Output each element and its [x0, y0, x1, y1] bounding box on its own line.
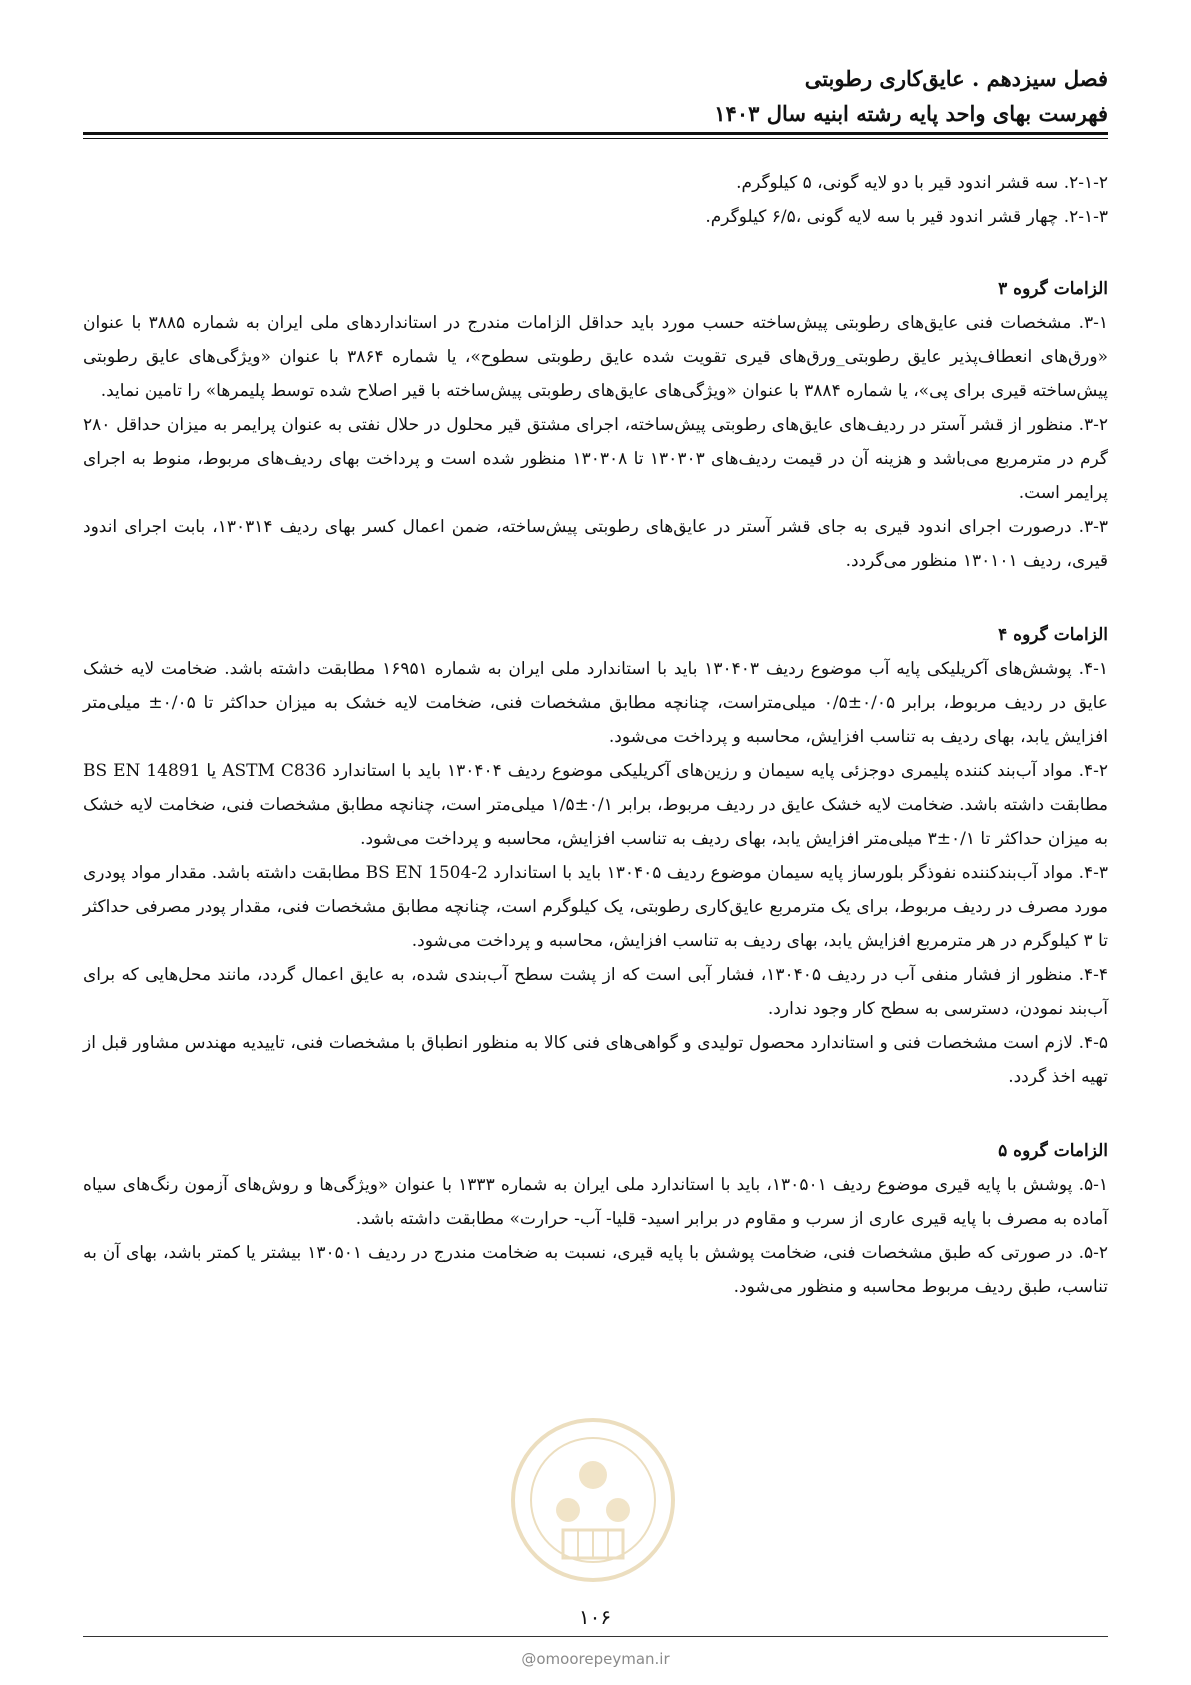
page-number: ۱۰۶: [578, 1605, 612, 1629]
group4-item: ۴-۵. لازم است مشخصات فنی و استاندارد محصول تولیدی و گواهی‌های فنی کالا به منظور انطباق با مشخصات فنی، تاییدیه مهندس مشاور قبل از تهیه اخذ گردد.: [83, 1033, 1108, 1087]
intro-item: ۲-۱-۳. چهار قشر اندود قیر با سه لایه گونی ،۶/۵ کیلوگرم.: [705, 207, 1108, 227]
group4-heading: الزامات گروه ۴: [998, 625, 1108, 645]
footer-rule: [83, 1636, 1108, 1637]
seal-watermark-icon: [508, 1415, 678, 1585]
chapter-title: فصل سیزدهم . عایق‌کاری رطوبتی: [804, 66, 1108, 91]
page-header: [83, 62, 1108, 131]
header-rule-thick: [83, 132, 1108, 135]
group4-item: ۴-۲. مواد آب‌بند کننده پلیمری دوجزئی پایه سیمان و رزین‌های آکریلیکی موضوع ردیف ۱۳۰۴۰۴ باید با استاندارد ASTM C836 یا BS EN 14891 مطابقت داشته باشد. ضخامت لایه خشک عایق در ردیف مربوط، برابر ۰/۱±۱/۵ میلی‌متر است، چنانچه مطابق مشخصات فنی، ضخامت لایه خشک به میزان حداکثر تا ۰/۱±۳ میلی‌متر افزایش یابد، بهای ردیف به تناسب افزایش، محاسبه و پرداخت می‌شود.: [83, 761, 1109, 849]
group5-item: ۵-۱. پوشش با پایه قیری موضوع ردیف ۱۳۰۵۰۱، باید با استاندارد ملی ایران به شماره ۱۳۳۳ با عنوان «ویژگی‌ها و روش‌های آزمون رنگ‌های سیاه آماده به مصرف با پایه قیری عاری از سرب و مقاوم در برابر اسید- قلیا- آب- حرارت» مطابقت داشته باشد.: [83, 1175, 1108, 1229]
group4-item: ۴-۴. منظور از فشار منفی آب در ردیف ۱۳۰۴۰۵، فشار آبی است که از پشت سطح آب‌بندی شده، به عایق اعمال گردد، مانند محل‌هایی که برای آب‌بند نمودن، دسترسی به سطح کار وجود ندارد.: [83, 965, 1108, 1019]
group3-heading: الزامات گروه ۳: [998, 279, 1108, 299]
group4-item: ۴-۳. مواد آب‌بندکننده نفوذگر بلورساز پایه سیمان موضوع ردیف ۱۳۰۴۰۵ باید با استاندارد BS EN 1504-2 مطابقت داشته باشد. مقدار مواد پودری مورد مصرف در ردیف مربوط، برای یک مترمربع عایق‌کاری رطوبتی، یک کیلوگرم است، چنانچه مطابق مشخصات فنی، مقدار پودر مصرفی حداکثر تا ۳ کیلوگرم در هر مترمربع افزایش یابد، بهای ردیف به تناسب افزایش، محاسبه و پرداخت می‌شود.: [83, 863, 1108, 951]
group5-item: ۵-۲. در صورتی که طبق مشخصات فنی، ضخامت پوشش با پایه قیری، نسبت به ضخامت مندرج در ردیف ۱۳۰۵۰۱ بیشتر یا کمتر باشد، بهای آن به تناسب، طبق ردیف مربوط محاسبه و منظور می‌شود.: [83, 1243, 1108, 1297]
group3-item: ۳-۲. منظور از قشر آستر در ردیف‌های عایق‌های رطوبتی پیش‌ساخته، اجرای مشتق قیر محلول در حلال نفتی به عنوان پرایمر به میزان حداقل ۲۸۰ گرم در مترمربع می‌باشد و هزینه آن در قیمت ردیف‌های ۱۳۰۳۰۳ تا ۱۳۰۳۰۸ منظور شده است و پرداخت بهای ردیف‌های مربوط، منوط به اجرای پرایمر است.: [83, 415, 1108, 503]
group5-heading: الزامات گروه ۵: [998, 1141, 1108, 1161]
group4-item: ۴-۱. پوشش‌های آکریلیکی پایه آب موضوع ردیف ۱۳۰۴۰۳ باید با استاندارد ملی ایران به شماره ۱۶۹۵۱ مطابقت داشته باشد. ضخامت لایه خشک عایق در ردیف مربوط، برابر ۰/۰۵±۰/۵ میلی‌متراست، چنانچه مطابق مشخصات فنی، ضخامت لایه خشک به میزان حداکثر تا ۰/۰۵± میلی‌متر افزایش یابد، بهای ردیف به تناسب افزایش، محاسبه و پرداخت می‌شود.: [83, 659, 1108, 747]
group3-item: ۳-۱. مشخصات فنی عایق‌های رطوبتی پیش‌ساخته حسب مورد باید حداقل الزامات مندرج در استانداردهای ملی ایران به شماره ۳۸۸۵ با عنوان «ورق‌های انعطاف‌پذیر عایق رطوبتی_ورق‌های قیری تقویت شده عایق رطوبتی سطوح»، یا شماره ۳۸۶۴ با عنوان «ویژگی‌های عایق رطوبتی پیش‌ساخته قیری برای پی»، یا شماره ۳۸۸۴ با عنوان «ویژگی‌های عایق‌های رطوبتی پیش‌ساخته با قیر اصلاح شده توسط پلیمرها» را تامین نماید.: [83, 313, 1109, 401]
document-body: [83, 166, 1108, 1304]
group3-item: ۳-۳. درصورت اجرای اندود قیری به جای قشر آستر در عایق‌های رطوبتی پیش‌ساخته، ضمن اعمال کسر بهای ردیف ۱۳۰۳۱۴، بابت اجرای اندود قیری، ردیف ۱۳۰۱۰۱ منظور می‌گردد.: [83, 517, 1108, 571]
header-rule-thin: [83, 138, 1108, 139]
footer-website: @omoorepeyman.ir: [521, 1650, 670, 1668]
intro-item: ۲-۱-۲. سه قشر اندود قیر با دو لایه گونی، ۵ کیلوگرم.: [736, 173, 1108, 193]
price-list-title: فهرست بهای واحد پایه رشته ابنیه سال ۱۴۰۳: [714, 101, 1108, 126]
